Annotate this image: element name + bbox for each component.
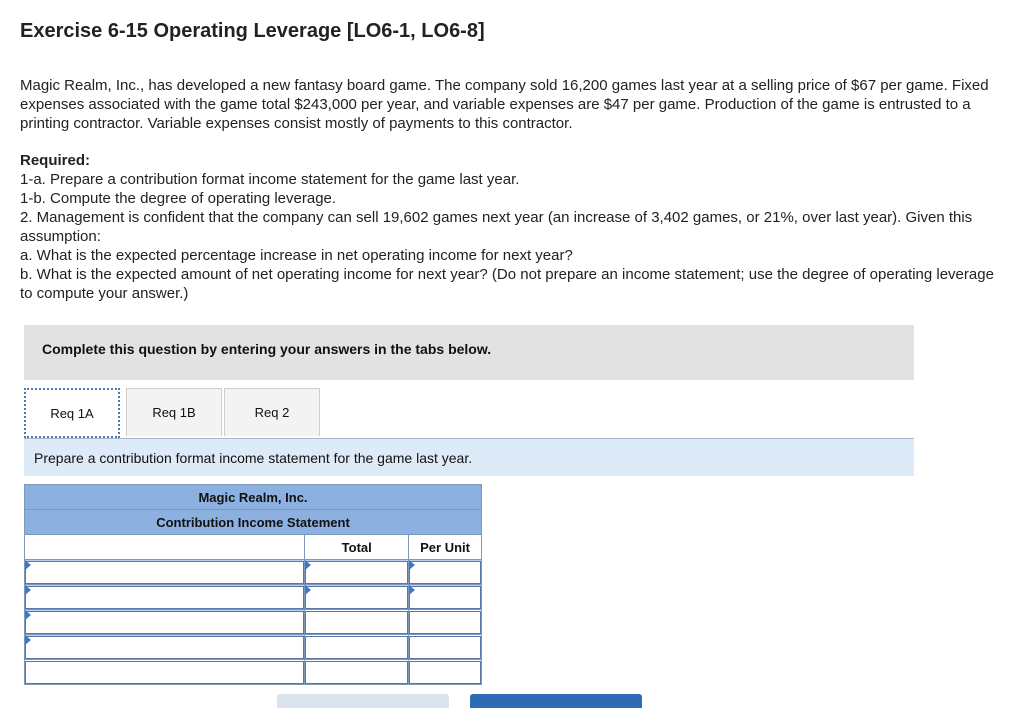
table-row <box>25 610 482 635</box>
dropdown-indicator-icon <box>25 635 31 645</box>
required-line-1a: 1-a. Prepare a contribution format income statement for the game last year. <box>20 171 520 188</box>
statement-company-name: Magic Realm, Inc. <box>25 485 482 510</box>
row-4-per-unit-input[interactable] <box>409 636 481 659</box>
required-section <box>20 151 1005 303</box>
dropdown-indicator-icon <box>409 585 415 595</box>
instruction-text: Prepare a contribution format income statement for the game last year. <box>34 450 473 466</box>
table-row <box>25 660 482 685</box>
dropdown-indicator-icon <box>409 560 415 570</box>
row-2-label-input[interactable] <box>25 586 304 609</box>
row-1-per-unit-input[interactable] <box>409 561 481 584</box>
table-row <box>25 635 482 660</box>
tab-req-2[interactable]: Req 2 <box>224 388 320 436</box>
row-2-total-input[interactable] <box>305 586 408 609</box>
row-4-label-input[interactable] <box>25 636 304 659</box>
row-1-total-input[interactable] <box>305 561 408 584</box>
tab-instruction <box>24 439 914 476</box>
row-5-per-unit-input[interactable] <box>409 661 481 684</box>
row-3-total-input[interactable] <box>305 611 408 634</box>
row-1-label-input[interactable] <box>25 561 304 584</box>
required-heading: Required: <box>20 152 91 169</box>
required-line-2b: b. What is the expected amount of net operating income for next year? (Do not prepare an income statement; use the degree of operating leverage to compute your answer.) <box>20 266 994 302</box>
required-line-2: 2. Management is confident that the company can sell 19,602 games next year (an increase of 3,402 games, or 21%, over last year). Given this assumption: <box>20 209 973 245</box>
tab-req-1a[interactable]: Req 1A <box>24 388 120 438</box>
row-3-label-input[interactable] <box>25 611 304 634</box>
statement-title: Contribution Income Statement <box>25 510 482 535</box>
total-column-header: Total <box>305 535 409 560</box>
dropdown-indicator-icon <box>25 560 31 570</box>
tab-bar <box>24 388 914 438</box>
row-5-label-input[interactable] <box>25 661 304 684</box>
income-statement-table <box>24 484 482 685</box>
dropdown-indicator-icon <box>25 585 31 595</box>
row-4-total-input[interactable] <box>305 636 408 659</box>
dropdown-indicator-icon <box>305 560 311 570</box>
tab-req-1b[interactable]: Req 1B <box>126 388 222 436</box>
dropdown-indicator-icon <box>25 610 31 620</box>
dropdown-indicator-icon <box>305 585 311 595</box>
banner-text: Complete this question by entering your answers in the tabs below. <box>42 341 492 357</box>
row-5-total-input[interactable] <box>305 661 408 684</box>
table-row <box>25 560 482 585</box>
table-row <box>25 585 482 610</box>
problem-text: Magic Realm, Inc., has developed a new fantasy board game. The company sold 16,200 games last year at a selling price of $67 per game. Fixed expenses associated with the game total $243,000 per year, and variable expenses are $47 per game. Production of the game is entrusted to a printing contractor. Variable expenses consist mostly of payments to this contractor. <box>20 77 989 132</box>
instructions-banner <box>24 325 914 380</box>
row-2-per-unit-input[interactable] <box>409 586 481 609</box>
required-line-2a: a. What is the expected percentage increase in net operating income for next year? <box>20 247 573 264</box>
label-column-header <box>25 535 305 560</box>
page-title: Exercise 6-15 Operating Leverage [LO6-1, LO6-8] <box>20 20 485 42</box>
required-line-1b: 1-b. Compute the degree of operating leverage. <box>20 190 337 207</box>
row-3-per-unit-input[interactable] <box>409 611 481 634</box>
per-unit-column-header: Per Unit <box>409 535 482 560</box>
